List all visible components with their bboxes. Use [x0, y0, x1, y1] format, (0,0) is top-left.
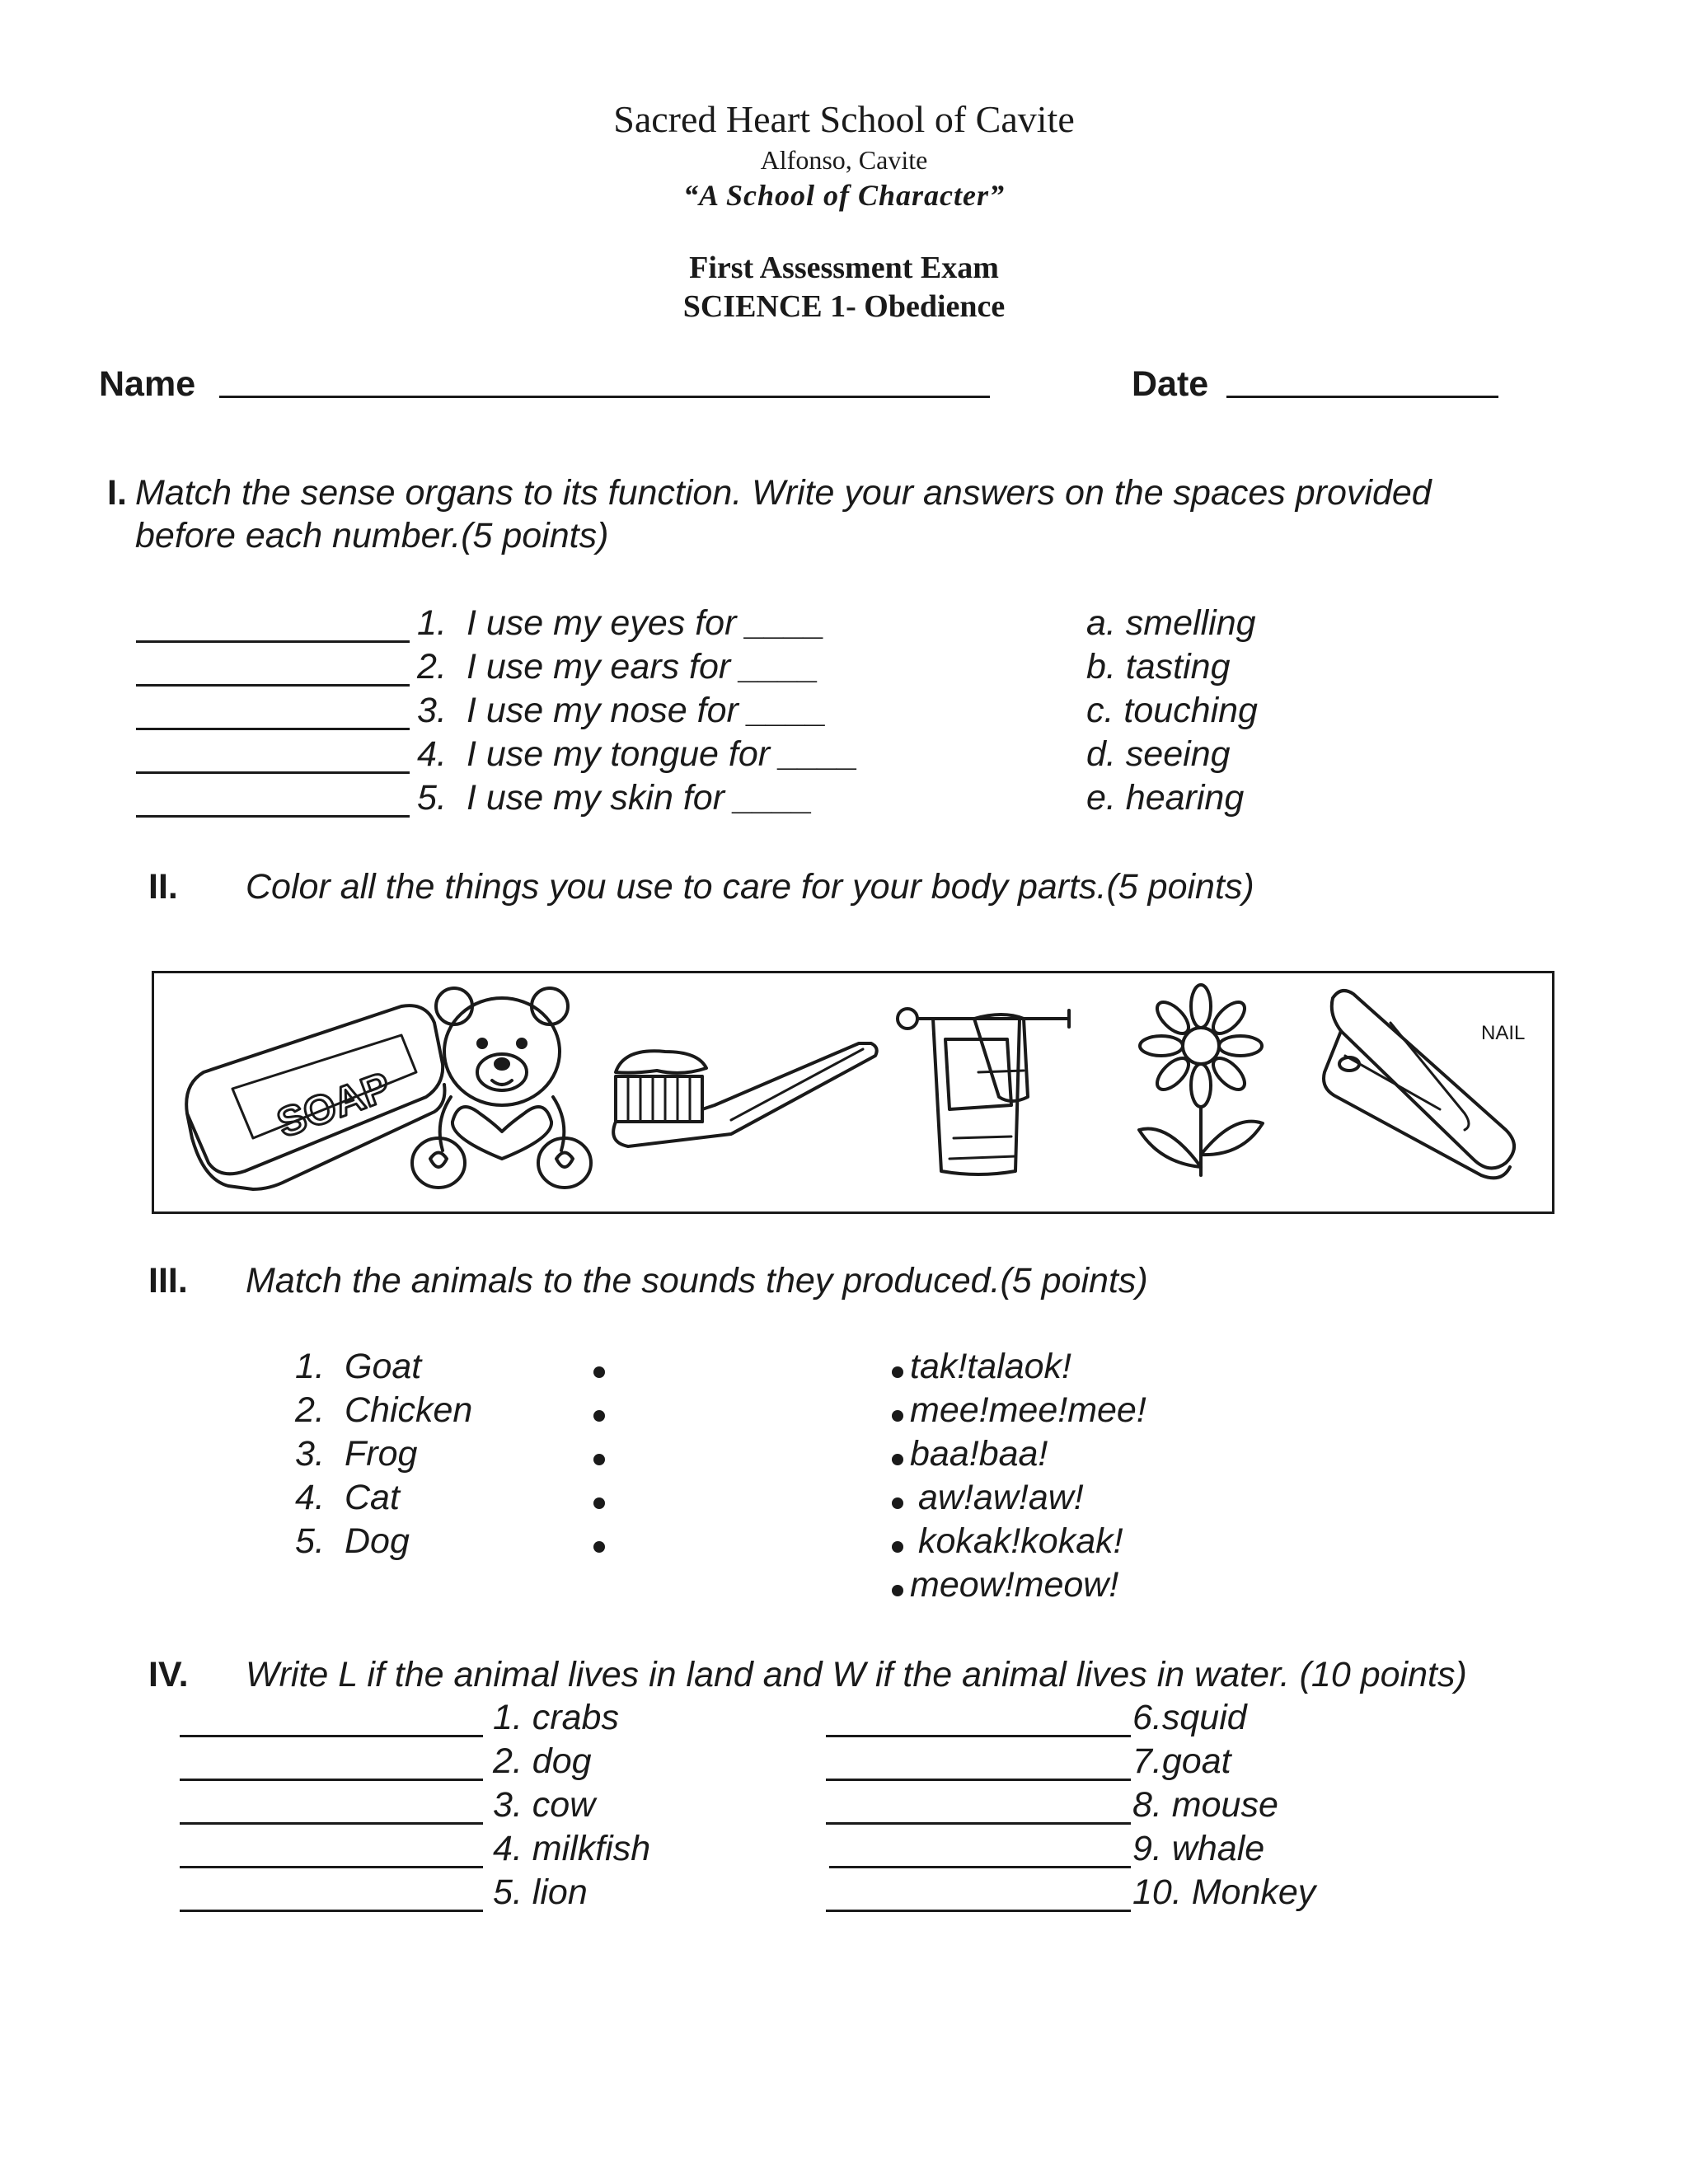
- match-dot[interactable]: [892, 1454, 903, 1465]
- school-address: Alfonso, Cavite: [760, 145, 928, 175]
- clipper-label: NAIL: [1481, 1022, 1526, 1044]
- part3-instruction: Match the animals to the sounds they produced.(5 points): [246, 1261, 1148, 1301]
- animal-item: 5. lion: [493, 1872, 588, 1912]
- answer-line[interactable]: [180, 1866, 483, 1868]
- exam-subject: SCIENCE 1- Obedience: [682, 289, 1006, 324]
- sound: tak!talaok!: [910, 1347, 1071, 1386]
- answer-line[interactable]: [136, 771, 410, 774]
- animal-name: Goat: [345, 1347, 422, 1386]
- animal-item: 6.squid: [1132, 1698, 1247, 1737]
- sound: aw!aw!aw!: [918, 1478, 1084, 1517]
- answer-line[interactable]: [136, 815, 410, 818]
- part4-instruction: Write L if the animal lives in land and W if the animal lives in water. (10 points): [246, 1655, 1467, 1694]
- animal-item: 10. Monkey: [1132, 1872, 1316, 1912]
- animal-name: Cat: [345, 1478, 400, 1517]
- sound: kokak!kokak!: [918, 1521, 1123, 1561]
- flower-icon[interactable]: [1139, 985, 1263, 1175]
- answer-line[interactable]: [826, 1910, 1131, 1912]
- school-motto: “A School of Character”: [682, 179, 1006, 212]
- item-text: I use my ears for ____: [467, 647, 819, 687]
- item-text: I use my nose for ____: [467, 691, 828, 730]
- match-dot[interactable]: [892, 1541, 903, 1553]
- choice: d. seeing: [1086, 734, 1231, 774]
- sound: mee!mee!mee!: [910, 1390, 1146, 1430]
- school-name: Sacred Heart School of Cavite: [613, 98, 1075, 140]
- choice: c. touching: [1086, 691, 1258, 730]
- answer-line[interactable]: [136, 728, 410, 730]
- date-label: Date: [1132, 364, 1209, 404]
- animal-name: Dog: [345, 1521, 410, 1561]
- date-input-line[interactable]: [1226, 396, 1498, 398]
- animal-name: Frog: [345, 1434, 418, 1474]
- animal-number: 2.: [295, 1390, 325, 1430]
- soap-icon[interactable]: [186, 1005, 444, 1189]
- match-dot[interactable]: [892, 1366, 903, 1378]
- part1-instruction-line1: Match the sense organs to its function. Write your answers on the spaces provided: [135, 473, 1432, 513]
- match-dot[interactable]: [593, 1497, 605, 1509]
- part1-numeral: I.: [107, 473, 127, 513]
- nail-clipper-icon[interactable]: [1324, 991, 1525, 1178]
- part3-numeral: III.: [148, 1261, 188, 1301]
- answer-line[interactable]: [826, 1735, 1131, 1737]
- animal-item: 1. crabs: [493, 1698, 619, 1737]
- animal-number: 4.: [295, 1478, 325, 1517]
- choice: e. hearing: [1086, 778, 1245, 818]
- choice: a. smelling: [1086, 603, 1256, 643]
- item-text: I use my skin for ____: [467, 778, 814, 818]
- towel-icon[interactable]: [898, 1009, 1069, 1174]
- exam-title: First Assessment Exam: [689, 251, 999, 285]
- answer-line[interactable]: [180, 1910, 483, 1912]
- part2-instruction: Color all the things you use to care for your body parts.(5 points): [246, 867, 1254, 907]
- pictures-svg: [154, 973, 1552, 1212]
- animal-item: 4. milkfish: [493, 1829, 651, 1868]
- part4-numeral: IV.: [148, 1655, 189, 1694]
- choice: b. tasting: [1086, 647, 1231, 687]
- answer-line[interactable]: [180, 1779, 483, 1781]
- toothbrush-icon[interactable]: [613, 1043, 877, 1146]
- match-dot[interactable]: [593, 1410, 605, 1422]
- item-text: I use my tongue for ____: [467, 734, 859, 774]
- item-number: 1.: [417, 603, 447, 643]
- teddy-bear-icon[interactable]: [412, 988, 591, 1188]
- answer-line[interactable]: [136, 640, 410, 643]
- name-label: Name: [99, 364, 196, 404]
- answer-line[interactable]: [180, 1822, 483, 1825]
- answer-line[interactable]: [826, 1822, 1131, 1825]
- animal-item: 3. cow: [493, 1785, 596, 1825]
- answer-line[interactable]: [136, 684, 410, 687]
- animal-item: 7.goat: [1132, 1741, 1231, 1781]
- item-number: 5.: [417, 778, 447, 818]
- match-dot[interactable]: [593, 1541, 605, 1553]
- animal-number: 5.: [295, 1521, 325, 1561]
- answer-line[interactable]: [826, 1779, 1131, 1781]
- match-dot[interactable]: [892, 1410, 903, 1422]
- animal-item: 2. dog: [493, 1741, 592, 1781]
- pictures-box: [152, 971, 1554, 1214]
- match-dot[interactable]: [593, 1454, 605, 1465]
- match-dot[interactable]: [892, 1497, 903, 1509]
- animal-number: 1.: [295, 1347, 325, 1386]
- animal-name: Chicken: [345, 1390, 473, 1430]
- sound: baa!baa!: [910, 1434, 1048, 1474]
- animal-item: 9. whale: [1132, 1829, 1265, 1868]
- item-text: I use my eyes for ____: [467, 603, 825, 643]
- sound: meow!meow!: [910, 1565, 1119, 1605]
- soap-label: SOAP: [270, 1062, 397, 1146]
- name-input-line[interactable]: [219, 396, 990, 398]
- item-number: 4.: [417, 734, 447, 774]
- match-dot[interactable]: [593, 1366, 605, 1378]
- part1-instruction-line2: before each number.(5 points): [135, 516, 609, 555]
- answer-line[interactable]: [180, 1735, 483, 1737]
- item-number: 2.: [417, 647, 447, 687]
- match-dot[interactable]: [892, 1585, 903, 1596]
- part2-numeral: II.: [148, 867, 178, 907]
- item-number: 3.: [417, 691, 447, 730]
- answer-line[interactable]: [829, 1866, 1131, 1868]
- animal-number: 3.: [295, 1434, 325, 1474]
- animal-item: 8. mouse: [1132, 1785, 1278, 1825]
